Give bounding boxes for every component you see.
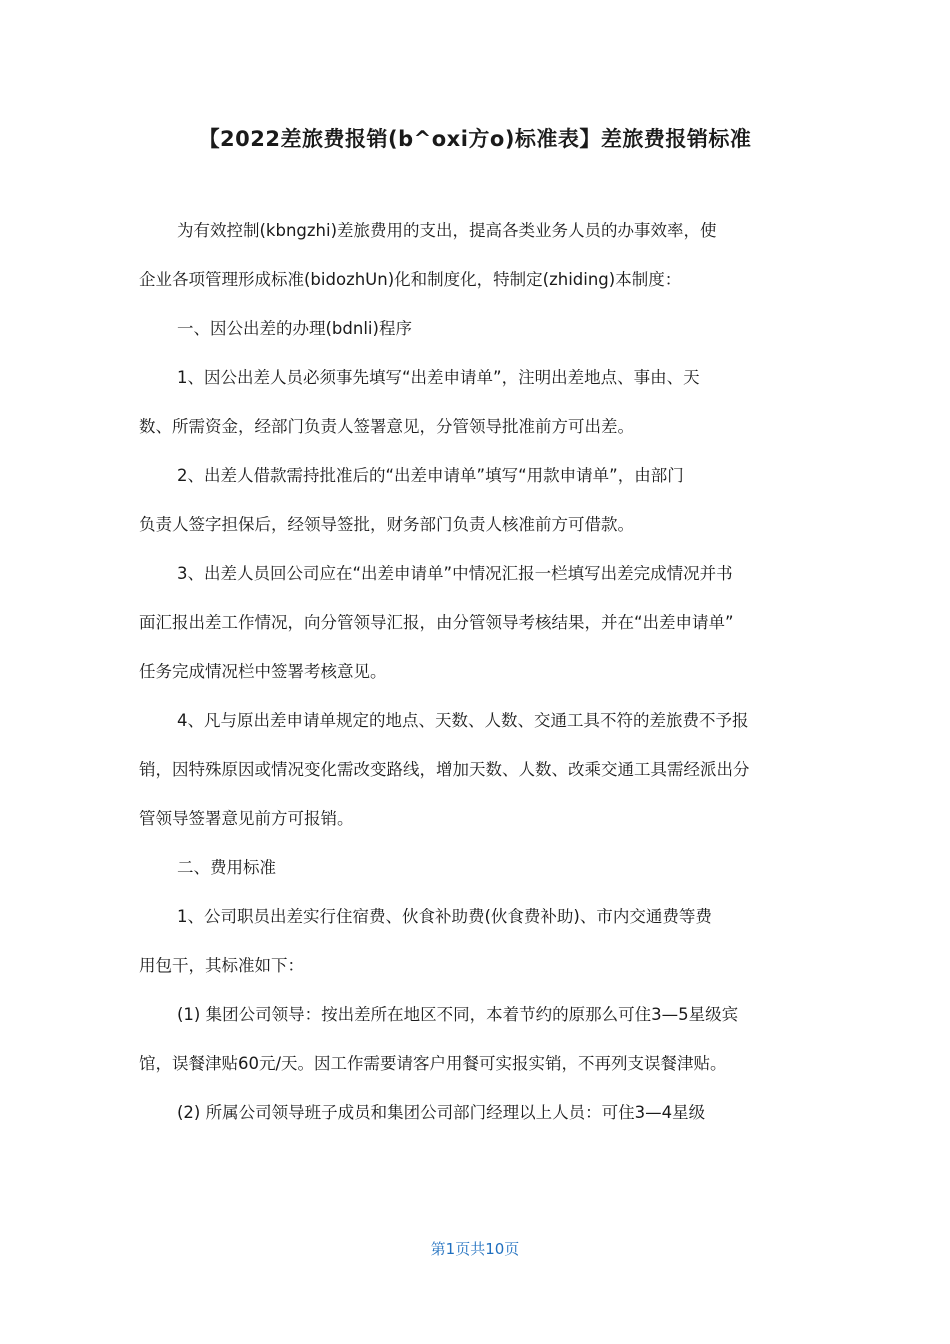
paragraph-line: 任务完成情况栏中签署考核意见。 xyxy=(139,662,387,681)
paragraph-line: 为有效控制(kbngzhi)差旅费用的支出，提高各类业务人员的办事效率，使 xyxy=(177,221,717,240)
paragraph-line: 企业各项管理形成标准(bidozhUn)化和制度化，特制定(zhiding)本制度： xyxy=(139,270,682,289)
paragraph-line: 管领导签署意见前方可报销。 xyxy=(139,809,354,828)
section-heading: 一、因公出差的办理(bdnli)程序 xyxy=(177,319,412,338)
paragraph-line: (2) 所属公司领导班子成员和集团公司部门经理以上人员：可住3—4星级 xyxy=(177,1103,706,1122)
document-title: 【2022差旅费报销(b^oxi方o)标准表】差旅费报销标准 xyxy=(198,127,752,151)
paragraph-line: 面汇报出差工作情况，向分管领导汇报，由分管领导考核结果，并在“出差申请单” xyxy=(139,613,734,632)
section-heading: 二、费用标准 xyxy=(177,858,276,877)
paragraph-line: 销，因特殊原因或情况变化需改变路线，增加天数、人数、改乘交通工具需经派出分 xyxy=(139,760,750,779)
paragraph-line: 负责人签字担保后，经领导签批，财务部门负责人核准前方可借款。 xyxy=(139,515,634,534)
paragraph-line: 1、公司职员出差实行住宿费、伙食补助费(伙食费补助)、市内交通费等费 xyxy=(177,907,712,926)
paragraph-line: 4、凡与原出差申请单规定的地点、天数、人数、交通工具不符的差旅费不予报 xyxy=(177,711,749,730)
paragraph-line: 3、出差人员回公司应在“出差申请单”中情况汇报一栏填写出差完成情况并书 xyxy=(177,564,733,583)
paragraph-line: 2、出差人借款需持批准后的“出差申请单”填写“用款申请单”，由部门 xyxy=(177,466,684,485)
page-number-footer: 第1页共10页 xyxy=(430,1240,520,1258)
paragraph-line: 1、因公出差人员必须事先填写“出差申请单”，注明出差地点、事由、天 xyxy=(177,368,700,387)
paragraph-line: 用包干，其标准如下： xyxy=(139,956,304,975)
paragraph-line: (1) 集团公司领导：按出差所在地区不同，本着节约的原那么可住3—5星级宾 xyxy=(177,1005,739,1024)
document-body xyxy=(139,216,819,1128)
paragraph-line: 馆，误餐津贴60元/天。因工作需要请客户用餐可实报实销，不再列支误餐津贴。 xyxy=(139,1054,727,1073)
paragraph-line: 数、所需资金，经部门负责人签署意见，分管领导批准前方可出差。 xyxy=(139,417,634,436)
